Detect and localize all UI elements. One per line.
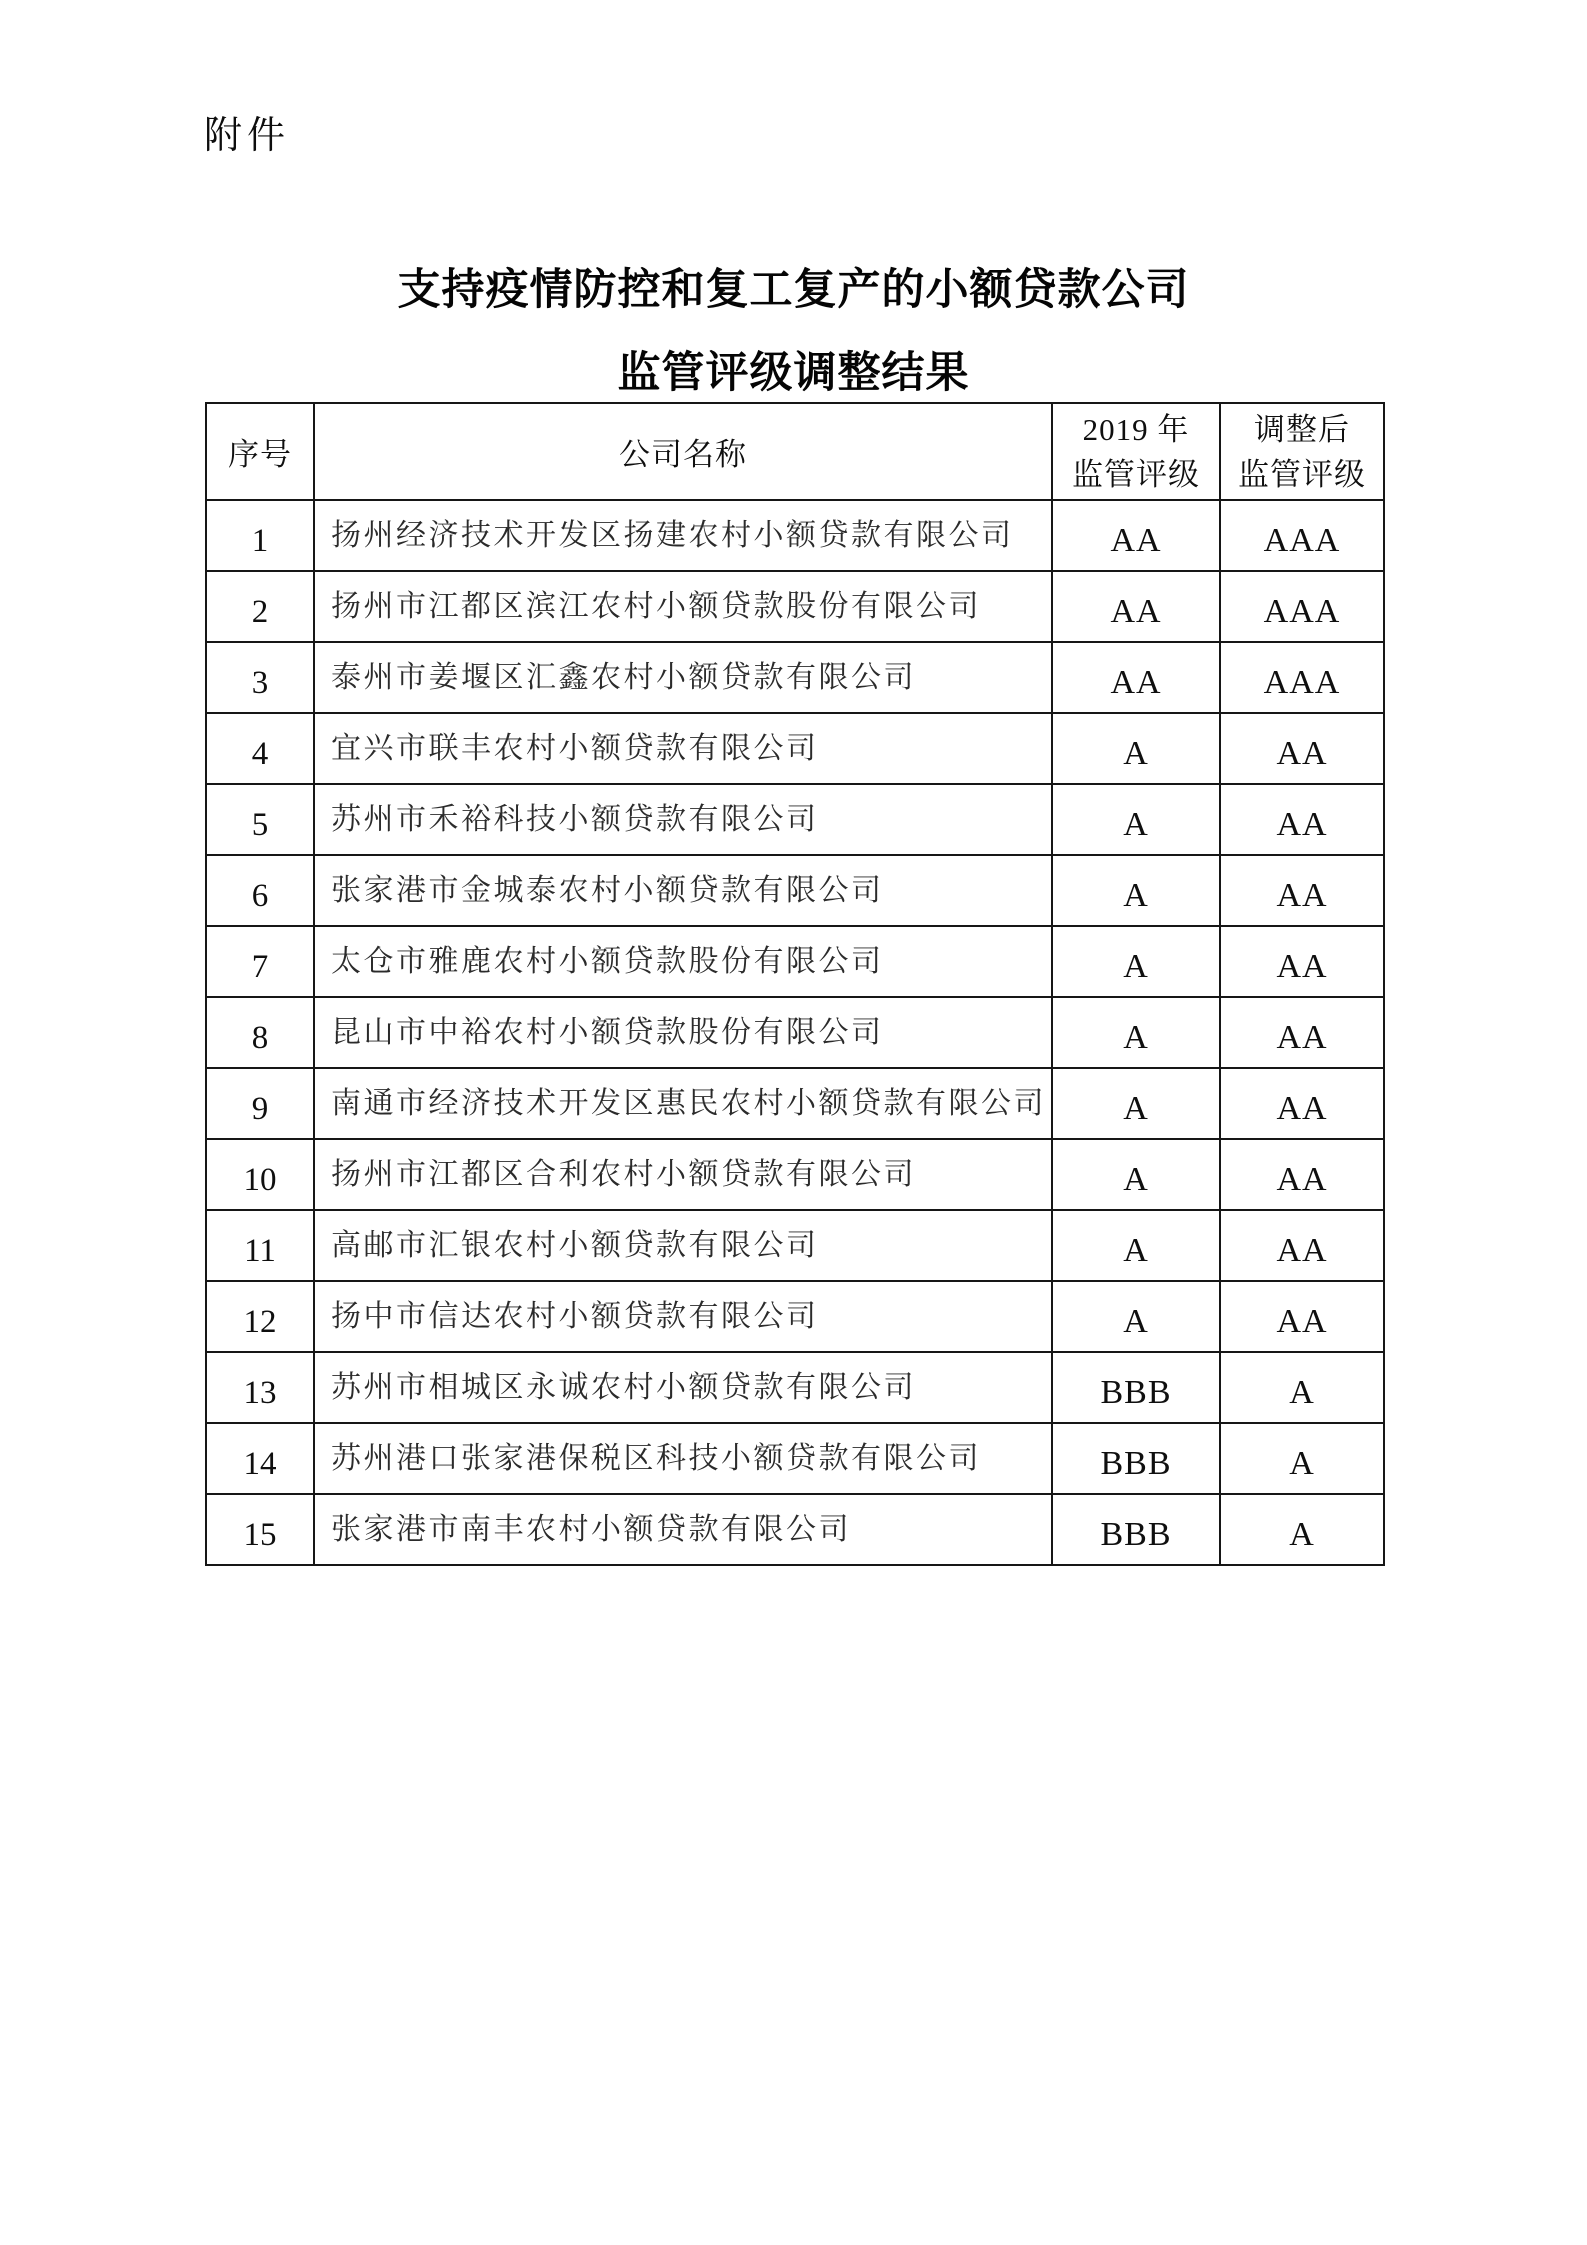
row-index: 14 [206,1423,314,1494]
document-title-line2: 监管评级调整结果 [617,350,970,397]
rating-2019-value: BBB [1052,1494,1220,1565]
company-name: 南通市经济技术开发区惠民农村小额贷款有限公司 [314,1068,1052,1139]
header-rating-2019-line2: 监管评级 [1072,456,1200,492]
header-rating-2019-line1: 2019 年 [1082,411,1190,447]
rating-2019-value: A [1052,713,1220,784]
company-name: 苏州市禾裕科技小额贷款有限公司 [314,784,1052,855]
row-index: 6 [206,855,314,926]
rating-2019-value: A [1052,1281,1220,1352]
header-company [314,403,1052,500]
row-index: 15 [206,1494,314,1565]
rating-adjusted-value: A [1220,1352,1384,1423]
row-index: 1 [206,500,314,571]
header-rating-adjusted-line2: 监管评级 [1238,456,1366,492]
table-row [206,855,1384,926]
row-index: 8 [206,997,314,1068]
table-row [206,926,1384,997]
table-row [206,1423,1384,1494]
table-row [206,784,1384,855]
company-name: 苏州市相城区永诚农村小额贷款有限公司 [314,1352,1052,1423]
table-row [206,642,1384,713]
table-row [206,713,1384,784]
rating-adjusted-value: AAA [1220,500,1384,571]
company-name: 泰州市姜堰区汇鑫农村小额贷款有限公司 [314,642,1052,713]
rating-2019-value: A [1052,1139,1220,1210]
table-body [206,500,1384,1565]
company-name: 张家港市金城泰农村小额贷款有限公司 [314,855,1052,926]
header-index-label: 序号 [228,437,292,472]
company-name: 扬州市江都区合利农村小额贷款有限公司 [314,1139,1052,1210]
rating-2019-value: A [1052,855,1220,926]
rating-2019-value: AA [1052,642,1220,713]
company-name: 昆山市中裕农村小额贷款股份有限公司 [314,997,1052,1068]
rating-adjusted-value: A [1220,1423,1384,1494]
company-name: 太仓市雅鹿农村小额贷款股份有限公司 [314,926,1052,997]
rating-2019-value: A [1052,1210,1220,1281]
rating-2019-value: A [1052,1068,1220,1139]
rating-2019-value: AA [1052,571,1220,642]
rating-2019-value: A [1052,784,1220,855]
row-index: 3 [206,642,314,713]
table-row [206,1494,1384,1565]
row-index: 12 [206,1281,314,1352]
company-name: 扬州经济技术开发区扬建农村小额贷款有限公司 [314,500,1052,571]
attachment-label: 附件 [204,115,291,157]
table-row [206,571,1384,642]
table-row [206,1352,1384,1423]
table-row [206,997,1384,1068]
table-row [206,1068,1384,1139]
rating-2019-value: BBB [1052,1423,1220,1494]
header-index [206,403,314,500]
row-index: 10 [206,1139,314,1210]
table-row [206,500,1384,571]
row-index: 9 [206,1068,314,1139]
row-index: 11 [206,1210,314,1281]
company-name: 扬中市信达农村小额贷款有限公司 [314,1281,1052,1352]
row-index: 5 [206,784,314,855]
rating-adjusted-value: AA [1220,926,1384,997]
header-rating-adjusted-line1: 调整后 [1254,411,1350,447]
row-index: 13 [206,1352,314,1423]
table-row [206,1210,1384,1281]
table-row [206,1281,1384,1352]
header-company-label: 公司名称 [619,437,747,472]
rating-adjusted-value: AA [1220,1139,1384,1210]
header-row [206,403,1384,500]
rating-adjusted-value: AA [1220,997,1384,1068]
rating-adjusted-value: AA [1220,1068,1384,1139]
row-index: 4 [206,713,314,784]
rating-adjusted-value: AA [1220,713,1384,784]
rating-2019-value: BBB [1052,1352,1220,1423]
rating-adjusted-value: AA [1220,1281,1384,1352]
company-name: 高邮市汇银农村小额贷款有限公司 [314,1210,1052,1281]
row-index: 2 [206,571,314,642]
table-header [206,403,1384,500]
document-title-line1: 支持疫情防控和复工复产的小额贷款公司 [397,267,1190,314]
header-rating-adjusted [1220,403,1384,500]
company-name: 苏州港口张家港保税区科技小额贷款有限公司 [314,1423,1052,1494]
rating-adjusted-value: AAA [1220,571,1384,642]
company-name: 宜兴市联丰农村小额贷款有限公司 [314,713,1052,784]
table-row [206,1139,1384,1210]
row-index: 7 [206,926,314,997]
rating-adjusted-value: A [1220,1494,1384,1565]
rating-adjusted-value: AAA [1220,642,1384,713]
rating-2019-value: AA [1052,500,1220,571]
company-name: 张家港市南丰农村小额贷款有限公司 [314,1494,1052,1565]
rating-adjusted-value: AA [1220,784,1384,855]
rating-2019-value: A [1052,997,1220,1068]
rating-adjusted-value: AA [1220,855,1384,926]
company-name: 扬州市江都区滨江农村小额贷款股份有限公司 [314,571,1052,642]
rating-table [205,402,1385,1566]
header-rating-2019 [1052,403,1220,500]
rating-2019-value: A [1052,926,1220,997]
rating-adjusted-value: AA [1220,1210,1384,1281]
